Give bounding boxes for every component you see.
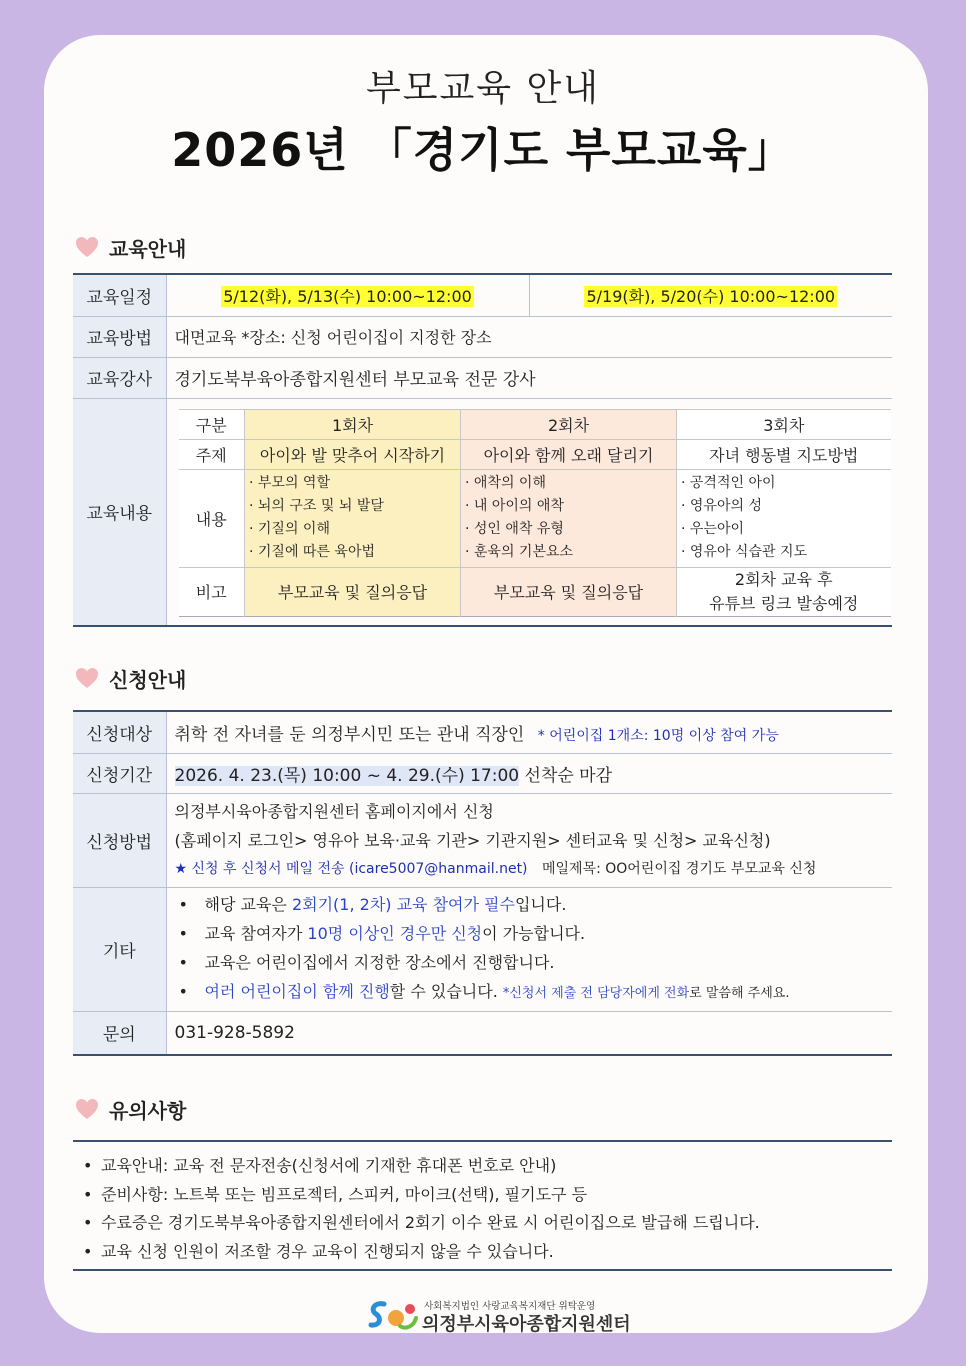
detail-list [465, 472, 672, 564]
list-item: · 영유아의 성 [681, 495, 887, 518]
row-label: 교육방법 [73, 316, 166, 357]
email-subject: 메일제목: OO어린이집 경기도 부모교육 신청 [541, 860, 817, 877]
page-subtitle: 부모교육 안내 [365, 68, 601, 109]
footer-sub: 사회복지법인 사랑교육복지재단 위탁운영 [424, 1301, 596, 1312]
list-item: · 훈육의 기본요소 [465, 541, 672, 564]
notes-list [83, 1152, 892, 1266]
section-notes-header [75, 1094, 186, 1124]
section-title: 유의사항 [109, 1098, 187, 1123]
col-header: 구분 [179, 409, 245, 439]
teacher-value: 경기도북부육아종합지원센터 부모교육 전문 강사 [166, 357, 892, 398]
detail-list [249, 472, 456, 564]
contact-value: 031-928-5892 [174, 1022, 295, 1043]
topic-label: 주제 [179, 439, 245, 469]
heart-icon [75, 667, 99, 689]
session-header: 1회차 [245, 409, 461, 439]
period-value: 2026. 4. 23.(목) 10:00 ~ 4. 29.(수) 17:00 [174, 765, 520, 786]
list-item: · 기질의 이해 [249, 518, 456, 541]
method-value: 대면교육 *장소: 신청 어린이집이 지정한 장소 [166, 316, 892, 357]
row-label: 교육강사 [73, 357, 166, 398]
heart-icon [75, 236, 99, 258]
etc-list [175, 890, 885, 1008]
row-label: 교육일정 [73, 274, 166, 316]
apply-info-table [73, 710, 892, 1056]
row-label: 교육내용 [73, 398, 166, 626]
list-item: · 부모의 역할 [249, 472, 456, 495]
topic: 아이와 발 맞추어 시작하기 [245, 439, 461, 469]
list-item: · 영유아 식습관 지도 [681, 541, 887, 564]
list-item: · 우는아이 [681, 518, 887, 541]
list-item: · 기질에 따른 육아법 [249, 541, 456, 564]
section-edu-header [75, 232, 186, 262]
list-item: · 뇌의 구조 및 뇌 발달 [249, 495, 456, 518]
detail-list [681, 472, 887, 564]
email-instruction: ★ 신청 후 신청서 메일 전송 (icare5007@hanmail.net) [174, 860, 528, 877]
target-note: * 어린이집 1개소: 10명 이상 참여 가능 [537, 727, 779, 744]
section-apply-header [75, 663, 186, 693]
edu-info-table [73, 273, 892, 627]
row-label: 신청방법 [73, 793, 166, 887]
session-header: 3회차 [677, 409, 891, 439]
curriculum-table [179, 409, 891, 617]
center-logo-icon [366, 1298, 420, 1334]
detail-label: 내용 [179, 469, 245, 567]
list-item: • 교육 신청 인원이 저조할 경우 교육이 진행되지 않을 수 있습니다. [83, 1238, 892, 1267]
note-line: 2회차 교육 후 [734, 569, 833, 589]
section-title: 교육안내 [109, 236, 187, 261]
list-item: · 애착의 이해 [465, 472, 672, 495]
period-suffix: 선착순 마감 [524, 765, 613, 786]
row-label: 문의 [73, 1011, 166, 1055]
notes-box [73, 1140, 892, 1271]
list-item: • 교육 참여자가 10명 이상인 경우만 신청이 가능합니다. [175, 919, 885, 948]
heart-icon [75, 1098, 99, 1120]
how-line: 의정부시육아종합지원센터 홈페이지에서 신청 [174, 801, 494, 821]
row-label: 기타 [73, 887, 166, 1011]
row-label: 신청기간 [73, 753, 166, 793]
list-item: • 해당 교육은 2회기(1, 2차) 교육 참여가 필수입니다. [175, 890, 885, 919]
list-item: · 내 아이의 애착 [465, 495, 672, 518]
topic: 자녀 행동별 지도방법 [677, 439, 891, 469]
note-line: 유튜브 링크 발송예정 [709, 593, 859, 613]
footer-name: 의정부시육아종합지원센터 [422, 1314, 631, 1335]
list-item: • 교육은 어린이집에서 지정한 장소에서 진행합니다. [175, 948, 885, 977]
target-value: 취학 전 자녀를 둔 의정부시민 또는 관내 직장인 [174, 724, 525, 745]
row-label: 신청대상 [73, 711, 166, 753]
note-label: 비고 [179, 567, 245, 616]
topic: 아이와 함께 오래 달리기 [461, 439, 677, 469]
list-item: • 준비사항: 노트북 또는 빔프로젝터, 스피커, 마이크(선택), 필기도구 등 [83, 1181, 892, 1210]
list-item: · 성인 애착 유형 [465, 518, 672, 541]
session-header: 2회차 [461, 409, 677, 439]
note: 부모교육 및 질의응답 [245, 567, 461, 616]
footer-logo [366, 1296, 636, 1336]
note: 부모교육 및 질의응답 [461, 567, 677, 616]
page-title: 2026년 「경기도 부모교육」 [171, 123, 795, 177]
how-line: (홈페이지 로그인> 영유아 보육·교육 기관> 기관지원> 센터교육 및 신청> 교육신청) [174, 830, 771, 850]
list-item: · 공격적인 아이 [681, 472, 887, 495]
list-item: • 수료증은 경기도북부육아종합지원센터에서 2회기 이수 완료 시 어린이집으로 발급해 드립니다. [83, 1209, 892, 1238]
schedule-1: 5/12(화), 5/13(수) 10:00~12:00 [223, 286, 472, 306]
list-item: • 교육안내: 교육 전 문자전송(신청서에 기재한 휴대폰 번호로 안내) [83, 1152, 892, 1181]
section-title: 신청안내 [109, 667, 187, 692]
schedule-2: 5/19(화), 5/20(수) 10:00~12:00 [586, 286, 836, 306]
list-item: • 여러 어린이집이 함께 진행할 수 있습니다. *신청서 제출 전 담당자에게 전화로 말씀해 주세요. [175, 977, 885, 1008]
